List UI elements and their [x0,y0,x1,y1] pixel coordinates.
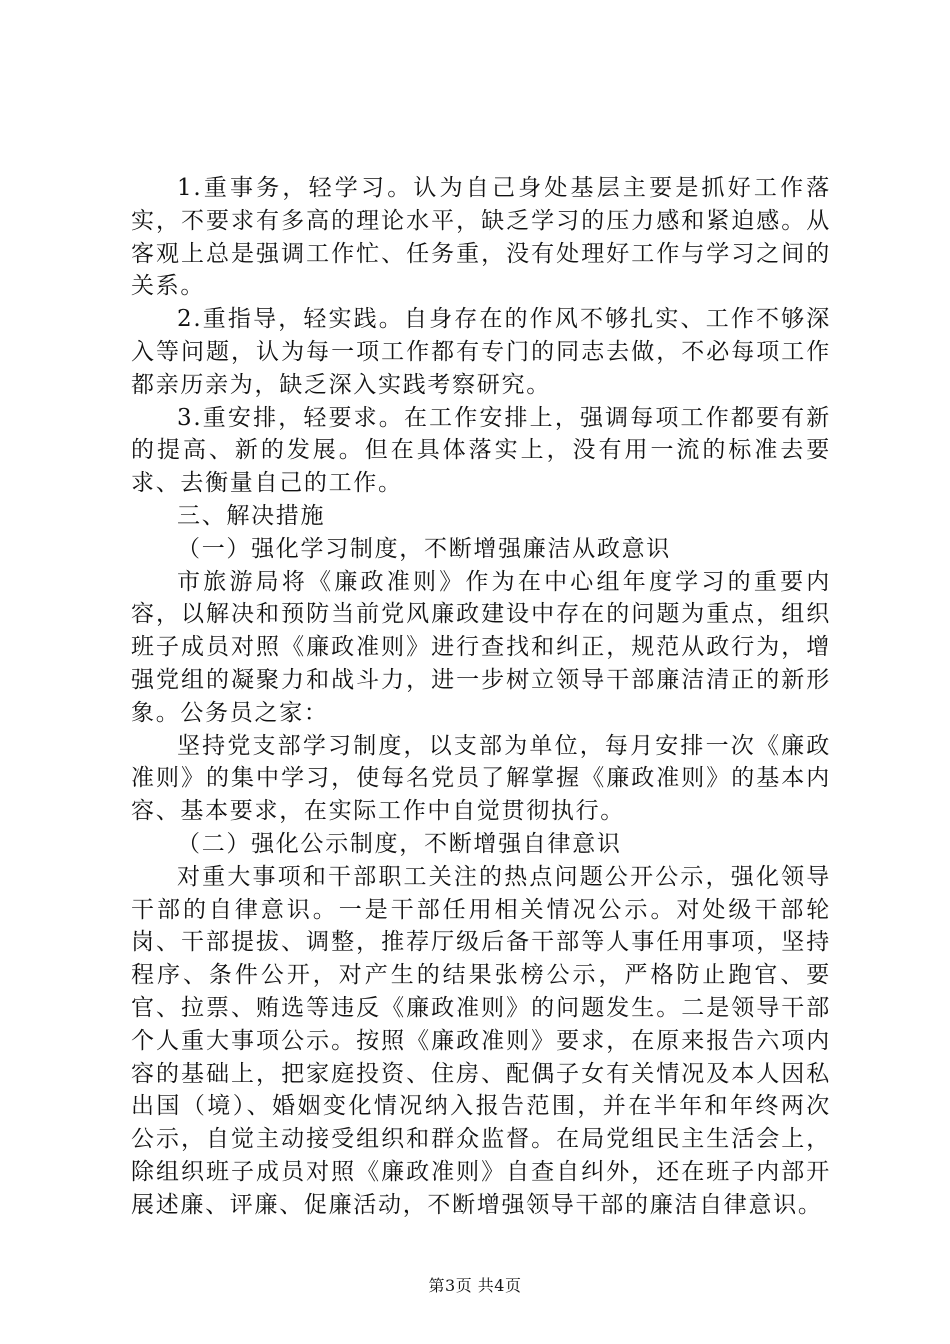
study-system-paragraph-1: 市旅游局将《廉政准则》作为在中心组年度学习的重要内容，以解决和预防当前党风廉政建设中存在的问题为重点，组织班子成员对照《廉政准则》进行查找和纠正，规范从政行为，增强党组的凝聚力和战斗力，进一步树立领导干部廉洁清正的新形象。公务员之家： [131,568,831,726]
issue-1-paragraph: 1.重事务，轻学习。认为自己身处基层主要是抓好工作落实，不要求有多高的理论水平，缺乏学习的压力感和紧迫感。从客观上总是强调工作忙、任务重，没有处理好工作与学习之间的关系。 [131,175,831,300]
issue-2-paragraph: 2.重指导，轻实践。自身存在的作风不够扎实、工作不够深入等问题，认为每一项工作都有专门的同志去做，不必每项工作都亲历亲为，缺乏深入实践考察研究。 [131,306,831,398]
subsection-heading-study-system: （一）强化学习制度，不断增强廉洁从政意识 [177,535,671,562]
study-system-paragraph-2: 坚持党支部学习制度，以支部为单位，每月安排一次《廉政准则》的集中学习，使每名党员了解掌握《廉政准则》的基本内容、基本要求，在实际工作中自觉贯彻执行。 [131,732,831,825]
subsection-heading-publicity-system: （二）强化公示制度，不断增强自律意识 [177,830,622,857]
page-number-footer: 第3页 共4页 [428,1276,522,1295]
document-body [131,172,831,1222]
issue-3-paragraph: 3.重安排，轻要求。在工作安排上，强调每项工作都要有新的提高、新的发展。但在具体落实上，没有用一流的标准去要求、去衡量自己的工作。 [131,404,831,497]
publicity-system-paragraph: 对重大事项和干部职工关注的热点问题公开公示，强化领导干部的自律意识。一是干部任用相关情况公示。对处级干部轮岗、干部提拔、调整，推荐厅级后备干部等人事任用事项，坚持程序、条件公开，对产生的结果张榜公示，严格防止跑官、要官、拉票、贿选等违反《廉政准则》的问题发生。二是领导干部个人重大事项公示。按照《廉政准则》要求，在原来报告六项内容的基础上，把家庭投资、住房、配偶子女有关情况及本人因私出国（境）、婚姻变化情况纳入报告范围，并在半年和年终两次公示，自觉主动接受组织和群众监督。在局党组民主生活会上，除组织班子成员对照《廉政准则》自查自纠外，还在班子内部开展述廉、评廉、促廉活动，不断增强领导干部的廉洁自律意识。 [131,863,831,1218]
section-heading-solutions: 三、解决措施 [177,502,326,529]
